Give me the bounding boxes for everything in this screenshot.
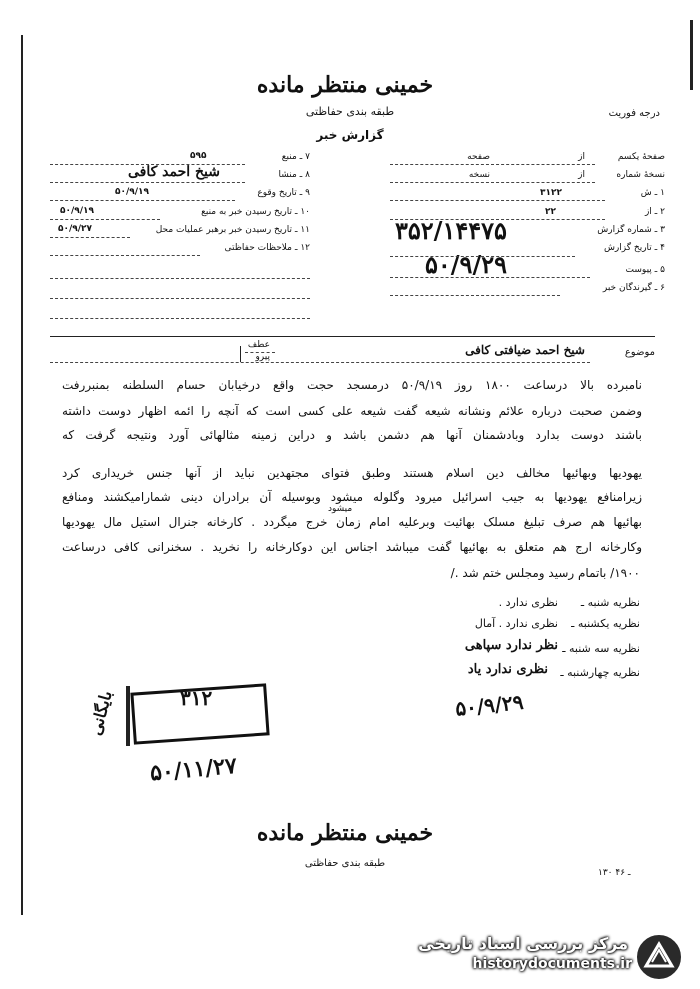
stamp-side-text: بایگانی — [85, 688, 116, 738]
watermark-name: مرکز بررسی اسناد تاریخی — [418, 934, 628, 953]
body-line: یهودیها وبهائیها مخالف دین اسلام هستند وطبق فتوای مجتهدین نباید از آنها جنس خریداری کرد — [62, 466, 642, 480]
subject-label: موضوع — [624, 347, 655, 358]
watermark-url: historydocuments.ir — [472, 956, 632, 972]
opinion-value: نظری ندارد . — [498, 596, 558, 609]
copy-end: نسخه — [468, 170, 490, 180]
footer-classification: طبقه بندی حفاظتی — [304, 858, 386, 869]
subject-value: شیخ احمد ضیافتی کافی — [465, 343, 585, 357]
peyro-label: پیرو — [255, 352, 270, 362]
report-number: ۳۵۲/۱۴۴۷۵ — [395, 216, 507, 245]
occurrence-date-label: ۹ ـ تاریخ وقوع — [257, 188, 310, 198]
opinion-value: نظر ندارد سپاهی — [464, 638, 558, 653]
right-edge-mark — [690, 20, 693, 90]
field-5-label: ۵ ـ پیوست — [625, 265, 665, 275]
body-line: بهائیها هم صرف تبلیغ مسلک بهائیت وبرعلیه امام زمان خرج میگردد . کارخانه جنرال استیل مال یهودیها — [62, 515, 642, 529]
field-2-value: ۲۲ — [545, 207, 556, 217]
body-line: ۱۹۰۰/ باتمام رسید ومجلس ختم شد ./ — [450, 566, 640, 580]
body-line: زیرامنافع یهودیها به جیب اسرائیل میرود وگلوله میشود وبوسیله آن برادران دینی شمارامیکشند ومنافع — [62, 490, 642, 504]
handwritten-title: خمینی منتظر مانده — [256, 72, 434, 98]
body-line: وکارخانه ارج هم متعلق به بهائیها گفت میباشد اجناس این دوکارخانه را نخرید . سخنرانی کافی درساعت — [62, 540, 642, 554]
classification-label: طبقه بندی حفاظتی — [305, 105, 395, 118]
watermark-logo-icon — [634, 932, 684, 982]
report-type: گزارش خبر — [316, 128, 384, 142]
body-line: وضمن صحبت درباره علائم ونشانه شیعه گفت شیعه علی کسی است که آنچه را ائمه اظهار دوست داشته — [62, 404, 642, 418]
body-line: نامبرده بالا درساعت ۱۸۰۰ روز ۵۰/۹/۱۹ درمسجد حجت واقع درخیابان حسام السلطنه بمنبررفت — [62, 378, 643, 392]
report-date: ۵۰/۹/۲۹ — [425, 250, 507, 279]
divider — [50, 336, 655, 337]
field-3-label: ۳ ـ شماره گزارش — [597, 225, 665, 235]
opinion-label: نظریه یکشنبه ـ — [571, 617, 640, 630]
field-1-label: ۱ ـ ش — [640, 188, 665, 198]
source-value: ۵۹۵ — [190, 151, 207, 161]
stamp-number: ۳۱۲ — [180, 686, 213, 710]
origin-label: ۸ ـ منشا — [278, 170, 310, 180]
origin-value: شیخ احمد کافی — [127, 164, 220, 180]
field-1-value: ۳۱۲۲ — [540, 188, 562, 198]
handwritten-date: ۵۰/۹/۲۹ — [454, 689, 525, 721]
occurrence-date-value: ۵۰/۹/۱۹ — [115, 187, 150, 197]
ops-receipt-value: ۵۰/۹/۲۷ — [58, 224, 93, 234]
copy-of: از — [578, 170, 585, 180]
opinion-label: نظریه سه شنبه ـ — [562, 642, 640, 655]
copy-label: نسخهٔ شماره — [616, 170, 665, 180]
left-border — [21, 35, 23, 915]
field-2-label: ۲ ـ از — [644, 207, 665, 217]
stamp-line2: ۵۰/۱۱/۲۷ — [149, 752, 238, 787]
field-4-label: ۴ ـ تاریخ گزارش — [603, 243, 665, 253]
opinion-value: نظری ندارد یاد — [467, 662, 548, 677]
footer-handwritten-title: خمینی منتظر مانده — [256, 820, 434, 846]
page-label: صفحهٔ یکسم — [617, 152, 665, 162]
page-end: صفحه — [467, 152, 490, 162]
source-receipt-value: ۵۰/۹/۱۹ — [60, 206, 95, 216]
atf-label: عطف — [247, 340, 270, 350]
field-6-label: ۶ ـ گیرندگان خبر — [602, 283, 665, 293]
opinion-label: نظریه شنبه ـ — [580, 596, 640, 609]
page-of: از — [578, 152, 585, 162]
source-label: ۷ ـ منبع — [281, 152, 310, 162]
priority-label: درجه فوریت — [608, 108, 660, 119]
form-code: ۱۳۰ ـ ۴۶ — [598, 868, 631, 878]
ops-receipt-label: ۱۱ ـ تاریخ رسیدن خبر برهبر عملیات محل — [155, 225, 310, 235]
body-line: باشند دوست بدارد وبادشمنان آنها هم دشمن باشد و دراین زمینه مثالهائی آورد ونتیجه گرفت که — [62, 428, 642, 442]
opinion-label: نظریه چهارشنبه ـ — [560, 666, 640, 679]
security-notes-label: ۱۲ ـ ملاحظات حفاظتی — [224, 243, 310, 253]
source-receipt-label: ۱۰ ـ تاریخ رسیدن خبر به منبع — [201, 207, 310, 217]
body-insert: میشود — [328, 504, 353, 514]
opinion-value: نظری ندارد . آمال — [474, 617, 558, 630]
